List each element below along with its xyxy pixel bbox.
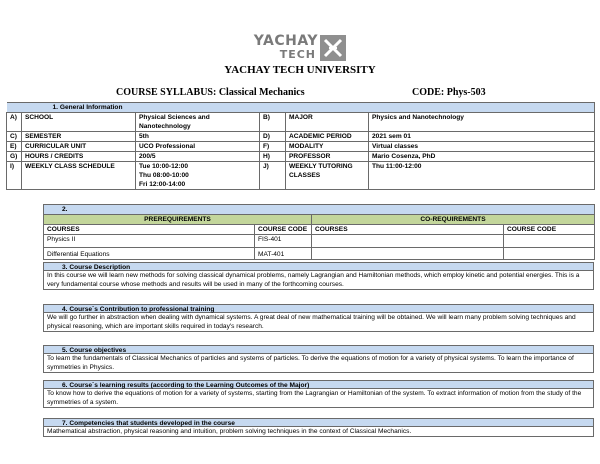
row-label: ACADEMIC PERIOD (286, 132, 369, 142)
row-letter: H) (260, 152, 286, 162)
co-code-1 (504, 235, 595, 248)
row-value: Mario Cosenza, PhD (369, 152, 595, 162)
general-info-row (7, 162, 595, 190)
schedule-line: Thu 08:00-10:00 (139, 172, 189, 179)
row-label: MODALITY (286, 142, 369, 152)
row-value: Virtual classes (369, 142, 595, 152)
section-title: 6. Course´s learning results (according to the Learning Outcomes of the Major) (43, 380, 594, 389)
logo-line-1: YACHAY (253, 33, 318, 49)
university-logo (252, 34, 348, 64)
general-information-table (6, 102, 595, 190)
row-label: HOURS / CREDITS (22, 152, 136, 162)
row-letter: F) (260, 142, 286, 152)
pre-code-1: FIS-401 (255, 235, 312, 248)
pre-course-1: Physics II (44, 235, 255, 248)
co-code-header: COURSE CODE (504, 225, 595, 235)
row-value: 200/5 (136, 152, 260, 162)
requirements-table (43, 204, 595, 260)
course-code: CODE: Phys-503 (412, 87, 486, 98)
row-letter: J) (260, 162, 286, 190)
logo-line-2: TECH (279, 48, 316, 61)
general-info-row (7, 152, 595, 162)
row-letter: C) (7, 132, 22, 142)
row-value: Thu 11:00-12:00 (369, 162, 595, 190)
general-info-row (7, 113, 595, 132)
prerequirements-title: PREREQUIREMENTS (44, 215, 312, 225)
logo-mark-icon (320, 35, 346, 61)
section-text: To know how to derive the equations of motion for a variety of systems, starting from the Lagrangian or Hamiltonian of the system. To extract information of motion from the study of the symmetries of a system. (43, 389, 594, 408)
row-letter: E) (7, 142, 22, 152)
requirements-heading: 2. (44, 205, 595, 215)
pre-courses-header: COURSES (44, 225, 255, 235)
section-text: To learn the fundamentals of Classical Mechanics of particles and systems of particles. To derive the equations of motion for a variety of physical systems. To learn the importance of symmetries in Physics. (43, 354, 594, 373)
section-title: 4. Course´s Contribution to professional training (43, 304, 594, 313)
co-course-2 (312, 248, 504, 260)
course-title (116, 87, 305, 98)
section-contribution (43, 304, 594, 332)
section-title: 7. Competencies that students developed in the course (43, 418, 594, 427)
row-label: PROFESSOR (286, 152, 369, 162)
pre-code-2: MAT-401 (255, 248, 312, 260)
row-value (136, 162, 260, 190)
section-objectives (43, 345, 594, 373)
course-name: Classical Mechanics (218, 87, 305, 98)
general-information-heading: 1. General Information (7, 103, 595, 113)
row-letter: G) (7, 152, 22, 162)
row-value: 5th (136, 132, 260, 142)
co-courses-header: COURSES (312, 225, 504, 235)
row-label: WEEKLY CLASS SCHEDULE (22, 162, 136, 190)
section-learning-results (43, 380, 594, 408)
section-course-description (43, 262, 594, 290)
co-course-1 (312, 235, 504, 248)
section-title: 5. Course objectives (43, 345, 594, 354)
pre-course-2: Differential Equations (44, 248, 255, 260)
row-value: UCO Professional (136, 142, 260, 152)
row-label: SEMESTER (22, 132, 136, 142)
section-competencies (43, 418, 594, 437)
row-label: WEEKLY TUTORING CLASSES (286, 162, 369, 190)
general-info-row (7, 142, 595, 152)
university-name: YACHAY TECH UNIVERSITY (224, 64, 376, 76)
row-value: 2021 sem 01 (369, 132, 595, 142)
syllabus-prefix: COURSE SYLLABUS: (116, 87, 217, 98)
schedule-line: Tue 10:00-12:00 (139, 163, 188, 170)
row-letter: B) (260, 113, 286, 132)
schedule-line: Fri 12:00-14:00 (139, 181, 186, 188)
row-letter: D) (260, 132, 286, 142)
section-text: Mathematical abstraction, physical reasoning and intuition, problem solving techniques in the context of Classical Mechanics. (43, 427, 594, 437)
logo-wordmark (252, 34, 318, 61)
row-value: Physics and Nanotechnology (369, 113, 595, 132)
row-value: Physical Sciences and Nanotechnology (136, 113, 260, 132)
co-code-2 (504, 248, 595, 260)
row-letter: A) (7, 113, 22, 132)
row-letter: I) (7, 162, 22, 190)
row-label: SCHOOL (22, 113, 136, 132)
corequirements-title: CO-REQUIREMENTS (312, 215, 595, 225)
section-title: 3. Course Description (43, 262, 594, 271)
section-text: We will go further in abstraction when dealing with dynamical systems. A great deal of new mathematical training will be obtained. We will learn many problem solving techniques and physical reasoning, which are important skills required in today's research. (43, 313, 594, 332)
row-label: MAJOR (286, 113, 369, 132)
general-info-row (7, 132, 595, 142)
row-label: CURRICULAR UNIT (22, 142, 136, 152)
section-text: In this course we will learn new methods for solving classical dynamical problems, namely Lagrangian and Hamiltonian methods, which employ kinetic and potential energies. This is a very fundamental course whose methods and results will be used in many of the forthcoming courses. (43, 271, 594, 290)
pre-code-header: COURSE CODE (255, 225, 312, 235)
